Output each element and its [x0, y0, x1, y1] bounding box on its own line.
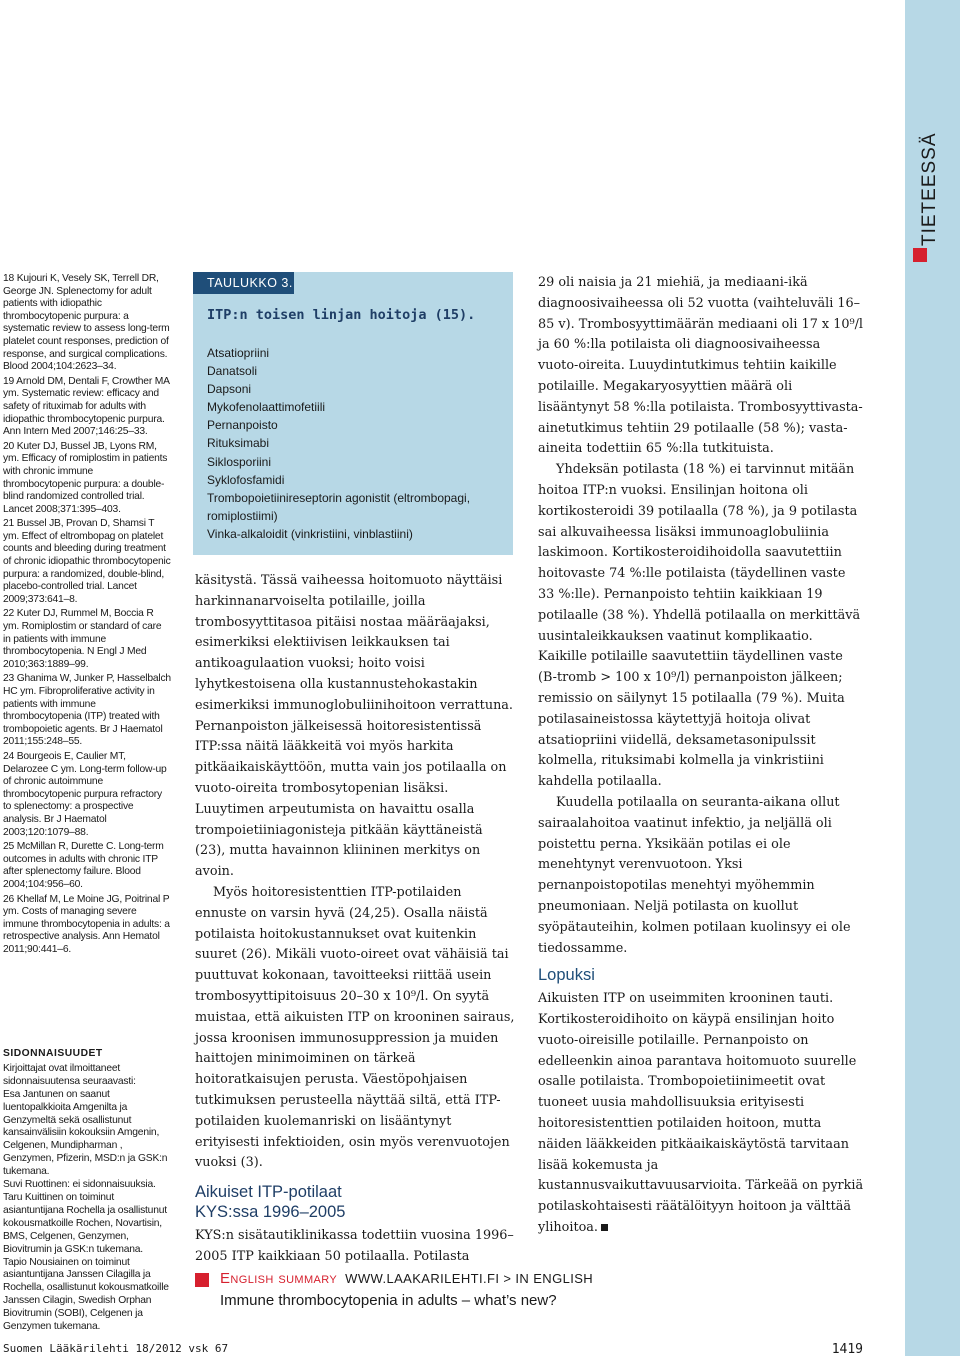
reference-item: 20 Kuter DJ, Bussel JB, Lyons RM, ym. Efficacy of romiplostim in patients with chronic immune thrombocytopenic purpura: a double-blind randomized controlled trial. Lancet 2008;371:395–403. [3, 440, 168, 515]
journal-info: Suomen Lääkärilehti 18/2012 vsk 67 [3, 1342, 229, 1355]
body-paragraph: KYS:n sisätautiklinikassa todettiin vuosina 1996–2005 ITP kaikkiaan 50 potilaalla. Potilasta [195, 1228, 514, 1264]
disclosure-line: Tapio Nousiainen on toiminut asiantuntijana Janssen Cilagilla ja Rochella, osallistunut kokousmatkoille Janssen Cilagin, Swedish Orphan Biovitrumin (SOBI), Celgenen ja Genzymen tukemana. [3, 1256, 169, 1333]
table-item: Atsatiopriini [207, 346, 270, 360]
reference-item: 23 Ghanima W, Junker P, Hasselbalch HC ym. Fibroproliferative activity in patients with immune thrombocytopenia (ITP) treated with trombopoietic agents. Br J Haematol 2011;155:248–55. [3, 673, 171, 748]
section-heading-line: Aikuiset ITP-potilaat [195, 1183, 342, 1202]
disclosure-line: Esa Jantunen on saanut luentopalkkioita Amgenilta ja Genzymeltä sekä osallistunut kansainvälisiin kokouksiin Amgenin, Celgenen, Mundipharman , Genzymen, Pfizerin, MSD:n ja GSK:n tukemana. [3, 1088, 168, 1178]
table-item: Danatsoli [207, 364, 258, 379]
middle-column [195, 571, 515, 1268]
reference-item: 26 Khellaf M, Le Moine JG, Poitrinal P ym. Costs of managing severe immune thrombocytopenia in adults: a retrospective analysis. Ann Hematol 2011;90:441–6. [3, 893, 170, 955]
section-label: TIETEESSÄ [919, 132, 940, 246]
disclosure-line: Suvi Ruottinen: ei sidonnaisuuksia. [3, 1179, 156, 1191]
reference-item: 24 Bourgeois E, Caulier MT, Delarozee C ym. Long-term follow-up of chronic autoimmune thrombocytopenic purpura refractory to splenectomy: a prospective analysis. Br J Haematol 2003;120:1079–88. [3, 750, 167, 838]
reference-item: 25 McMillan R, Durette C. Long-term outcomes in adults with chronic ITP after splenectomy failure. Blood 2004;104:956–60. [3, 841, 164, 890]
section-strip [905, 0, 960, 1356]
reference-item: 22 Kuter DJ, Rummel M, Boccia R ym. Romiplostim or standard of care in patients with immune thrombocytopenia. N Engl J Med 2010;363:1889–99. [3, 608, 162, 670]
table-item: Dapsoni [207, 382, 252, 397]
reference-item: 19 Arnold DM, Dentali F, Crowther MA ym. Systematic review: efficacy and safety of rituximab for adults with idiopathic thrombocytopenic purpura. Ann Intern Med 2007;146:25–33. [3, 375, 170, 438]
body-paragraph: 29 oli naisia ja 21 miehiä, ja mediaani-ikä diagnoosivaiheessa oli 52 vuotta (vaihteluväli 16–85 v). Trombosyyttimäärän mediaani oli 17 x 10⁹/l ja 60 %:lla potilaista oli diagnoosivaiheessa vuoto-oireita. Luuydintutkimus tehtiin kaikille potilaille. Megakaryosyyttien määrä oli lisääntynyt 58 %:lla potilaista. Trombosyyttivasta-ainetutkimus tehtiin 29 potilaalle (58 %); vasta-aineita todettiin 65 %:lla tutkituista. [538, 275, 864, 457]
reference-item: 18 Kujouri K, Vesely SK, Terrell DR, George JN. Splenectomy for adult patients with idiopathic thrombocytopenic purpura: a systematic review to assess long-term platelet count responses, prediction of response, and surgical complications. Blood 2004;104:2623–34. [3, 273, 170, 373]
body-paragraph: Yhdeksän potilasta (18 %) ei tarvinnut mitään hoitoa ITP:n vuoksi. Ensilinjan hoitona oli kortikosteroidi 39 potilaalla (78 %), ja 9 potilasta sai alkuvaiheessa lisäksi immunoaglobuliinia laskimoon. Kortikosteroidihoidolla saavutettiin hoitovaste 74 %:lle potilaista (täydellinen vaste 33 %:lle). Pernanpoisto tehtiin kaikkiaan 19 potilaalle (38 %). Yhdellä potilaalla on merkittävä uusintaleikkauksen vaatinut komplikaatio. Kaikille potilaille saavutettiin täydellinen vaste (B-tromb > 100 x 10⁹/l) pernanpoiston jälkeen; remissio on säilynyt 15 potilaalla (79 %). Muita potilasaineistossa käytettyjä hoitoja olivat atsatiopriini viidellä, deksametasonipulssit kolmella, rituksimabi kolmella ja vinkristiini kahdella potilaalla. [538, 462, 861, 790]
page-number: 1419 [831, 1342, 863, 1357]
table-item: Vinka-alkaloidit (vinkristiini, vinblastiini) [207, 526, 413, 541]
body-paragraph: Myös hoitoresistenttien ITP-potilaiden ennuste on varsin hyvä (24,25). Osalla näistä potilaista hoitokustannukset ovat kuitenkin suuret (26). Mikäli vuoto-oireet ovat vähäisiä tai puuttuvat kokonaan, tavoitteeksi riittää usein trombosyyttipitoisuus 20–30 x 10⁹/l. On syytä muistaa, että aikuisten ITP on krooninen sairaus, jossa kroonisen immunosuppression ja muiden haittojen minimoiminen on tärkeä hoitoratkaisujen perusta. Väestöpohjaisen tutkimuksen perusteella näyttää siltä, että ITP-potilaiden kuolemanriski on lisääntynyt erityisesti infektioiden, osin myös verenvuotojen vuoksi (3). [195, 884, 515, 1171]
reference-list [3, 273, 171, 958]
right-column [538, 273, 864, 1239]
table-item: Trombopoietiinireseptorin agonistit (eltrombopagi, romiplostiimi) [207, 490, 471, 523]
summary-link[interactable]: WWW.LAAKARILEHTI.FI > IN ENGLISH [345, 1271, 594, 1286]
table-item: Rituksimabi [207, 436, 270, 451]
table-item: Siklosporiini [207, 454, 272, 469]
disclosure-line: Taru Kuittinen on toiminut asiantuntijana Rochella ja osallistunut kokousmatkoille Rochen, Novartisin, BMS, Celgenen, Genzymen, Biovitrumin ja GSK:n tukemana. [3, 1191, 167, 1255]
body-paragraph [538, 989, 864, 1239]
reference-item: 21 Bussel JB, Provan D, Shamsi T ym. Effect of eltrombopag on platelet counts and bleeding during treatment of chronic idiopathic thrombocytopenic purpura: a randomized, double-blind, placebo-controlled trial. Lancet 2009;373:641–8. [3, 518, 171, 605]
closing-paragraph: Aikuisten ITP on useimmiten krooninen tauti. Kortikosteroidihoito on käypä ensilinjan hoito vuoto-oireisille potilaille. Pernanpoisto on edelleenkin ainoa parantava hoitomuoto suurelle osalle potilaista. Trombopoietiinimeetit ovat tuoneet uusia mahdollisuuksia erityisesti hoitoresistenttien potilaiden hoitoon, mutta näiden lääkkeiden pitkäaikaiskäytöstä tarvitaan lisää kokemusta ja kustannusvaikuttavuusarvioita. Tärkeää on pyrkiä potilaskohtaisesti räätälöityyn hoitoon ja välttää ylihoitoa. [538, 991, 864, 1236]
table-title: ITP:n toisen linjan hoitoja (15). [207, 307, 476, 323]
section-heading [195, 1182, 515, 1222]
body-paragraph: käsitystä. Tässä vaiheessa hoitomuoto näyttäisi harkinnanarvoiselta potilaille, joilla trombosyyttitasoa pitäisi nostaa määräajaksi, esimerkiksi elektiivisen leikkauksen tai antikoagulaation vuoksi; hoito voisi lyhytkestoisena olla kustannustehokastakin esimerkiksi immunoglobuliinihoitoon verrattuna. Pernanpoiston jälkeisessä hoitoresistentissä ITP:ssa näitä lääkkeitä voi myös harkita pitkäaikaiskäyttöön, mutta vain jos potilaalla on vuoto-oireita trombosytopenian lisäksi. Luuytimen arpeutumista on havaittu osalla trompoietiiniagonisteja pitkään käyttäneistä (23), mutta havainnon kliininen merkitys on avoin. [195, 573, 514, 880]
table-3 [193, 272, 513, 555]
disclosures [3, 1048, 171, 1334]
table-tag: TAULUKKO 3. [193, 272, 294, 294]
table-item: Mykofenolaattimofetiili [207, 400, 326, 415]
section-heading: Lopuksi [538, 966, 595, 985]
end-mark-icon [601, 1224, 608, 1231]
table-item: Pernanpoisto [207, 418, 278, 433]
disclosure-line: Kirjoittajat ovat ilmoittaneet sidonnaisuutensa seuraavasti: [3, 1062, 136, 1087]
summary-title: Immune thrombocytopenia in adults – what’s new? [220, 1292, 557, 1309]
table-list [207, 344, 507, 543]
table-item: Syklofosfamidi [207, 472, 285, 487]
section-marker [913, 248, 927, 262]
summary-label: English summary [220, 1270, 338, 1287]
body-paragraph: Kuudella potilaalla on seuranta-aikana ollut sairaalahoitoa vaatinut infektio, ja neljällä oli poistettu perna. Yksikään potilas ei ole menehtynyt verenvuotoon. Yksi pernanpoistopotilas menehtyi myöhemmin pneumoniaan. Neljä potilasta on kuollut syöpätauteihin, kolmen potilaan kuolinsyy ei ole tiedossamme. [538, 794, 851, 956]
section-heading-line: KYS:ssa 1996–2005 [195, 1203, 346, 1222]
page-footer [3, 1342, 863, 1356]
summary-marker-icon [195, 1273, 209, 1287]
disclosures-heading: SIDONNAISUUDET [3, 1048, 103, 1059]
